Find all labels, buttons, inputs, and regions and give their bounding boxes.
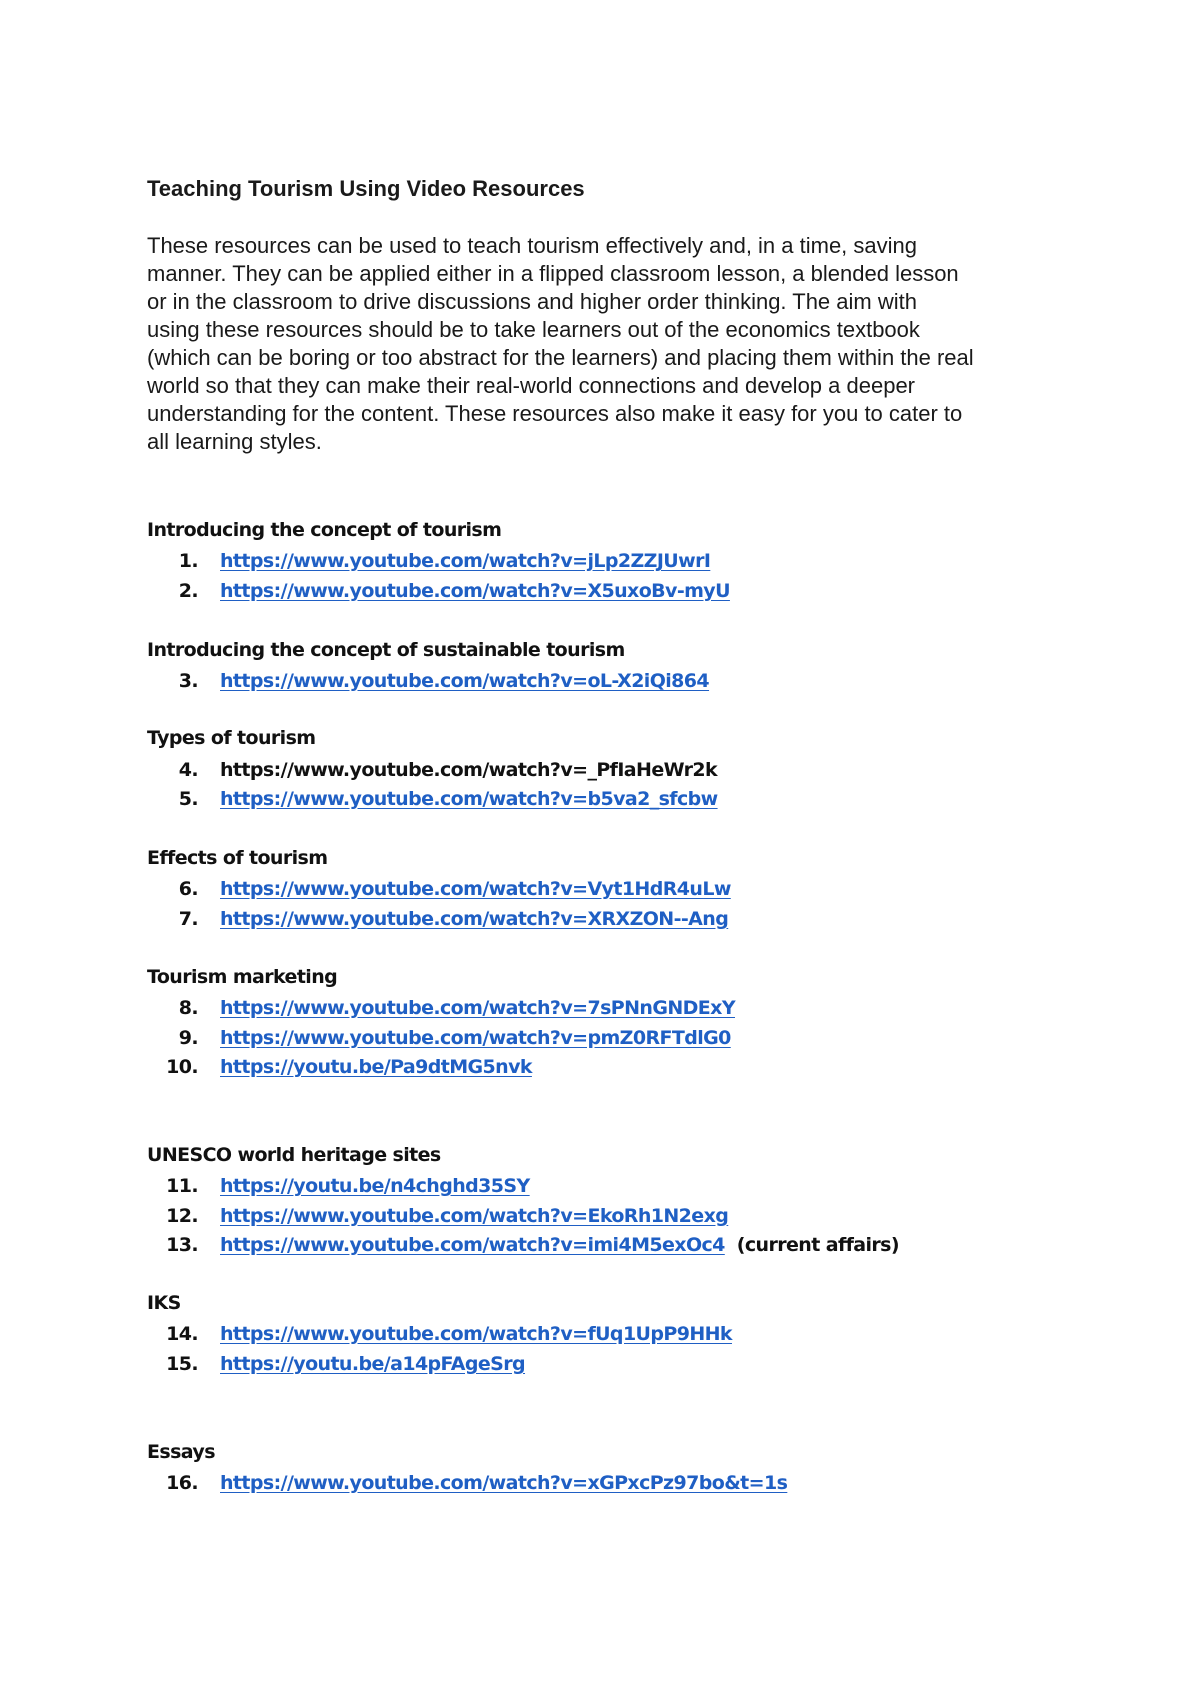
intro-paragraph (147, 232, 1077, 456)
video-link[interactable]: https://www.youtube.com/watch?v=Vyt1HdR4uLw (220, 878, 731, 900)
list-item (0, 906, 1200, 932)
intro-line: These resources can be used to teach tourism effectively and, in a time, saving (147, 233, 917, 258)
video-link[interactable]: https://www.youtube.com/watch?v=pmZ0RFTdlG0 (220, 1027, 731, 1049)
list-item (0, 1321, 1200, 1347)
list-item (0, 1351, 1200, 1377)
list-item (0, 1232, 1200, 1258)
item-number: 7. (178, 908, 198, 930)
video-link[interactable]: https://youtu.be/a14pFAgeSrg (220, 1353, 526, 1375)
item-number: 5. (178, 788, 198, 810)
list-item (0, 995, 1200, 1021)
item-number: 4. (178, 759, 198, 781)
section-heading-iks: IKS (147, 1292, 181, 1314)
intro-line: understanding for the content. These resources also make it easy for you to cater to (147, 401, 963, 426)
list-item (0, 1173, 1200, 1199)
video-link[interactable]: https://www.youtube.com/watch?v=imi4M5exOc4 (220, 1234, 725, 1256)
intro-line: all learning styles. (147, 429, 322, 454)
section-heading-effects-of-tourism: Effects of tourism (147, 847, 328, 869)
item-number: 15. (166, 1353, 198, 1375)
list-item (0, 1470, 1200, 1496)
video-link[interactable]: https://youtu.be/Pa9dtMG5nvk (220, 1056, 532, 1078)
item-number: 1. (178, 550, 198, 572)
section-heading-essays: Essays (147, 1441, 215, 1463)
video-link[interactable]: https://www.youtube.com/watch?v=fUq1UpP9HHk (220, 1323, 732, 1345)
item-number: 6. (178, 878, 198, 900)
section-heading-sustainable-tourism: Introducing the concept of sustainable tourism (147, 639, 625, 661)
list-item (0, 1025, 1200, 1051)
video-link[interactable]: https://www.youtube.com/watch?v=oL-X2iQi864 (220, 670, 710, 692)
video-link[interactable]: https://www.youtube.com/watch?v=xGPxcPz97bo&t=1s (220, 1472, 788, 1494)
list-item (0, 1203, 1200, 1229)
item-note: (current affairs) (736, 1234, 899, 1256)
item-number: 9. (178, 1027, 198, 1049)
intro-line: or in the classroom to drive discussions and higher order thinking. The aim with (147, 289, 917, 314)
item-content (220, 1232, 899, 1258)
list-item (0, 668, 1200, 694)
item-number: 3. (178, 670, 198, 692)
video-link[interactable]: https://www.youtube.com/watch?v=X5uxoBv-myU (220, 580, 730, 602)
item-number: 14. (166, 1323, 198, 1345)
list-item (0, 1054, 1200, 1080)
section-heading-unesco: UNESCO world heritage sites (147, 1144, 441, 1166)
video-link[interactable]: https://www.youtube.com/watch?v=jLp2ZZJUwrI (220, 550, 711, 572)
section-heading-intro-tourism: Introducing the concept of tourism (147, 519, 502, 541)
video-link[interactable]: https://www.youtube.com/watch?v=7sPNnGNDExY (220, 997, 735, 1019)
video-url-text: https://www.youtube.com/watch?v=_PfIaHeWr2k (220, 759, 718, 781)
intro-line: world so that they can make their real-world connections and develop a deeper (147, 373, 916, 398)
intro-line: manner. They can be applied either in a flipped classroom lesson, a blended lesson (147, 261, 959, 286)
video-link[interactable]: https://www.youtube.com/watch?v=EkoRh1N2exg (220, 1205, 729, 1227)
list-item (0, 786, 1200, 812)
intro-line: using these resources should be to take learners out of the economics textbook (147, 317, 920, 342)
list-item (0, 578, 1200, 604)
section-heading-types-of-tourism: Types of tourism (147, 727, 316, 749)
item-number: 10. (166, 1056, 198, 1078)
intro-line: (which can be boring or too abstract for the learners) and placing them within the real (147, 345, 974, 370)
list-item (0, 876, 1200, 902)
item-number: 12. (166, 1205, 198, 1227)
video-link[interactable]: https://www.youtube.com/watch?v=XRXZON--Ang (220, 908, 729, 930)
document-title: Teaching Tourism Using Video Resources (147, 176, 585, 201)
video-link[interactable]: https://www.youtube.com/watch?v=b5va2_sfcbw (220, 788, 718, 810)
item-number: 11. (166, 1175, 198, 1197)
section-heading-tourism-marketing: Tourism marketing (147, 966, 338, 988)
item-number: 2. (178, 580, 198, 602)
video-link[interactable]: https://youtu.be/n4chghd35SY (220, 1175, 530, 1197)
item-number: 16. (166, 1472, 198, 1494)
list-item (0, 548, 1200, 574)
item-number: 13. (166, 1234, 198, 1256)
item-number: 8. (178, 997, 198, 1019)
list-item (0, 757, 1200, 783)
